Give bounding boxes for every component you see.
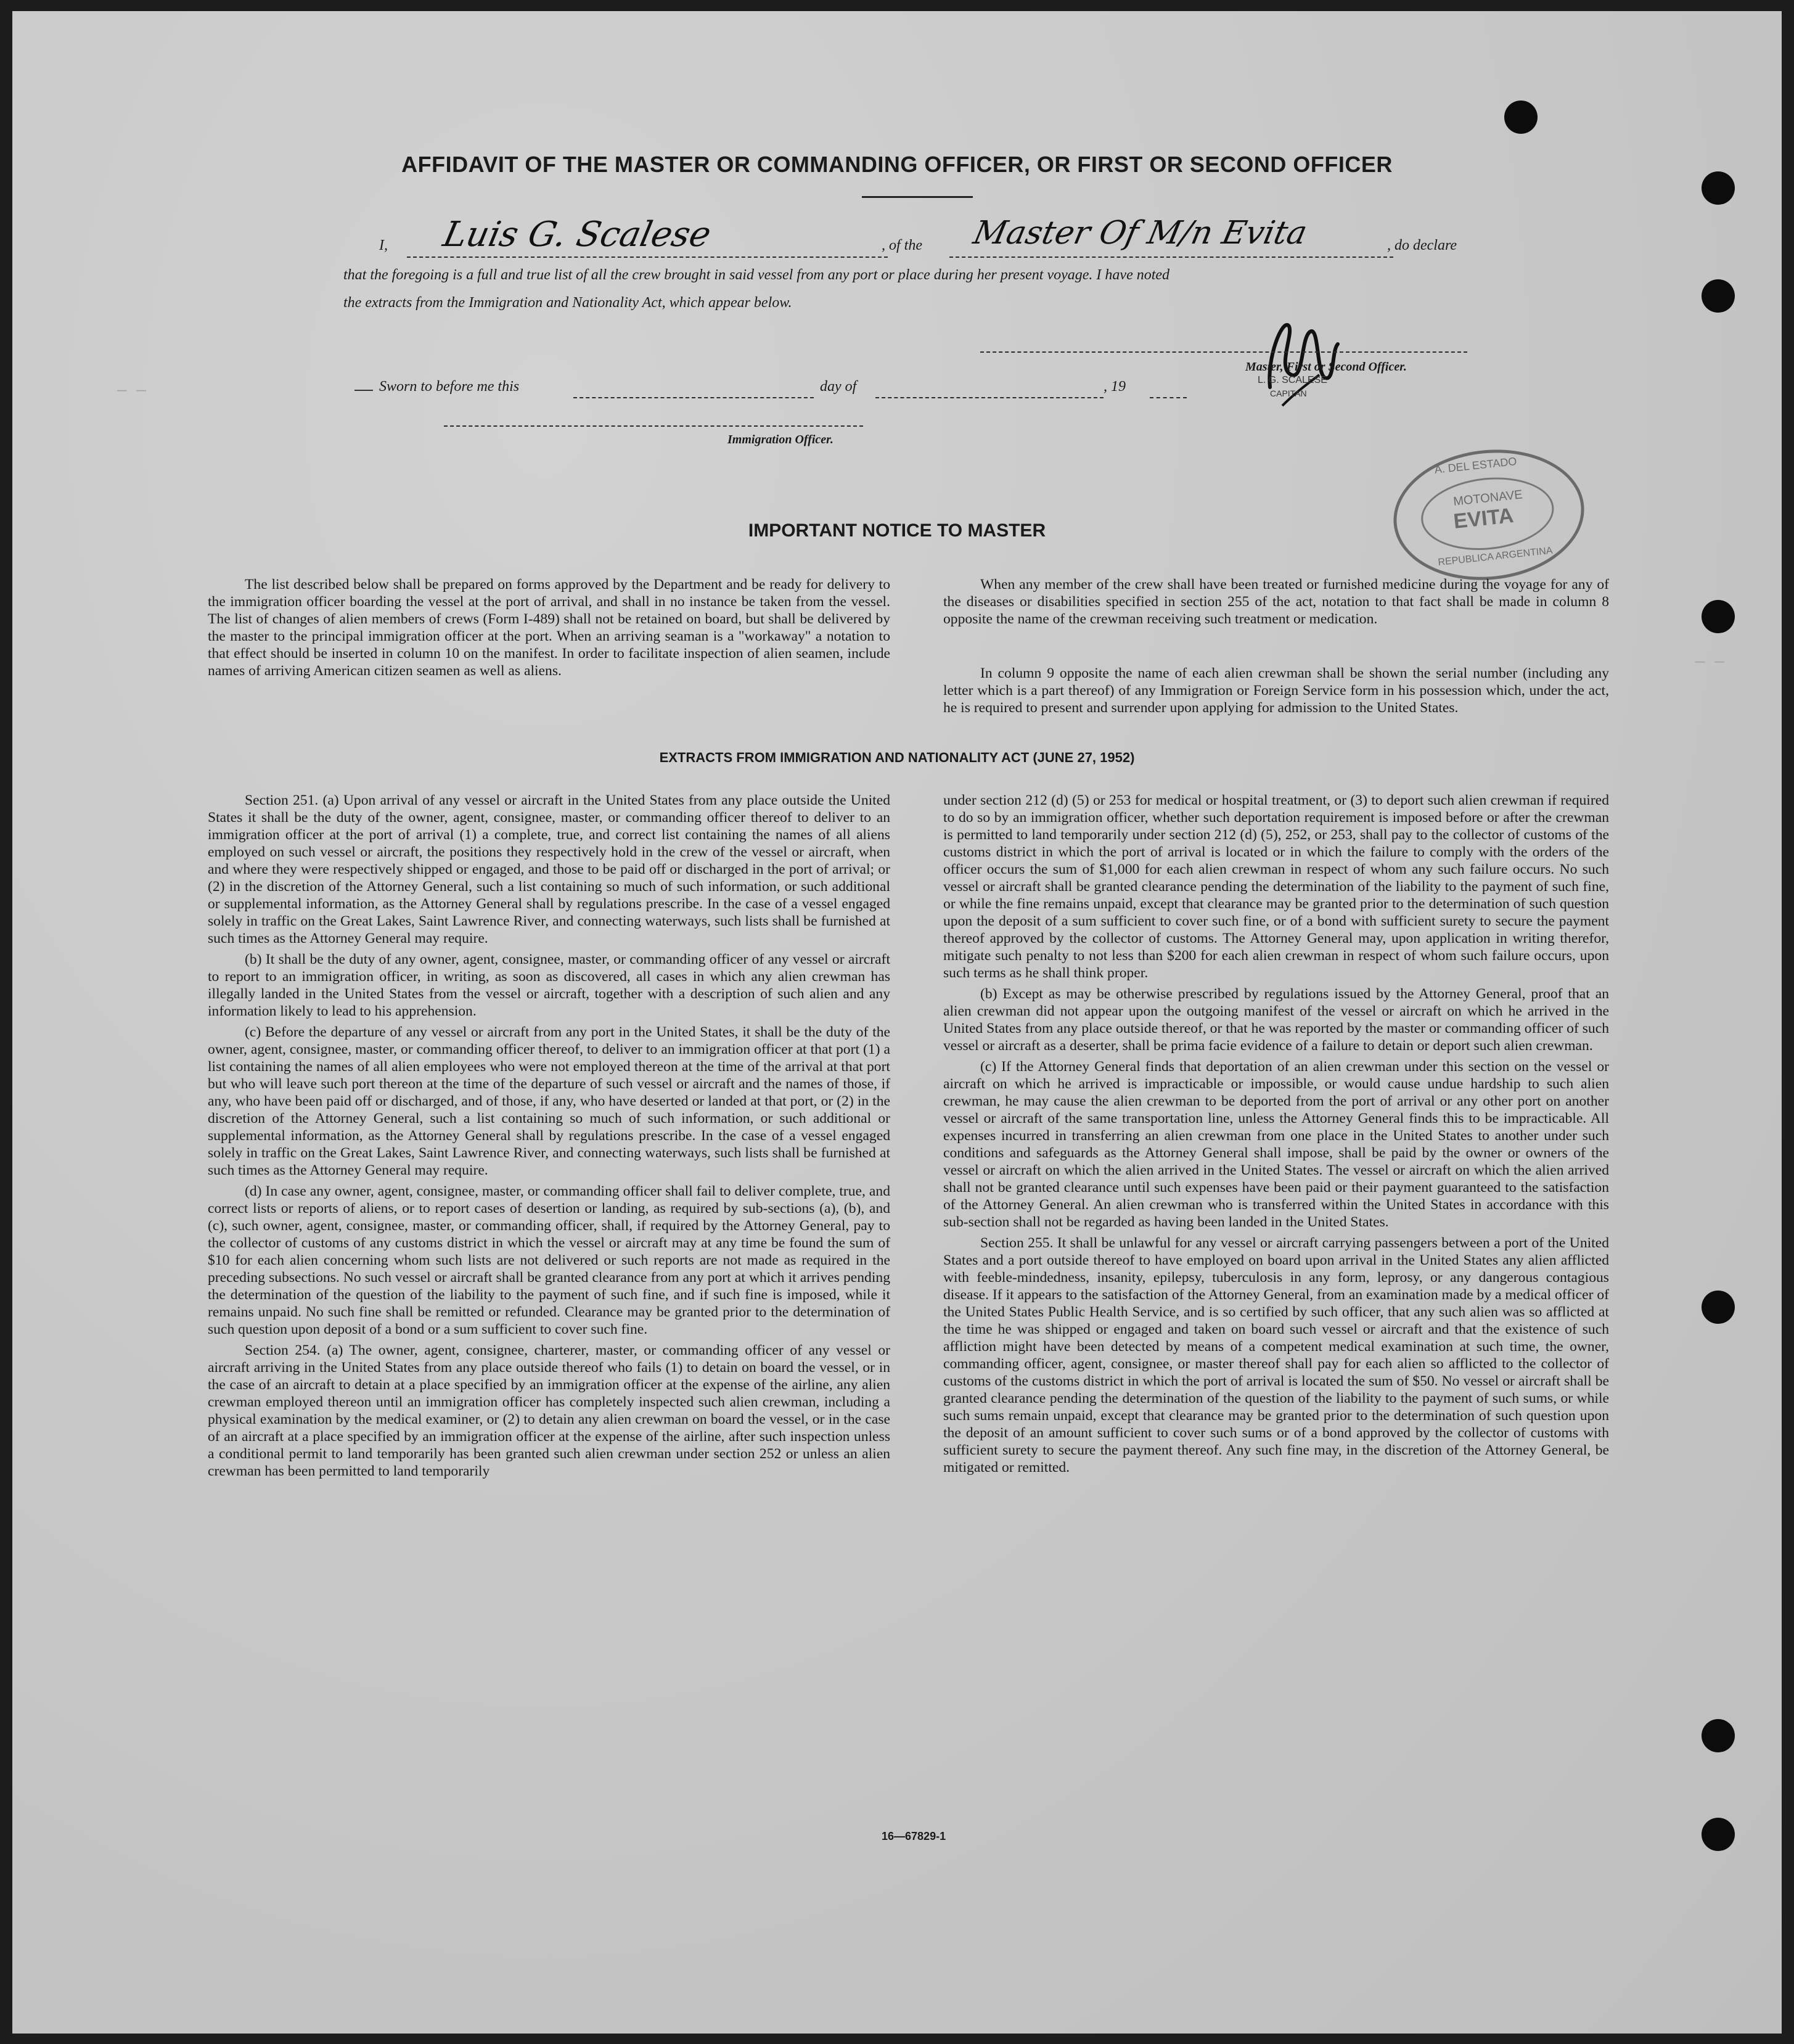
stamp-outer-top: A. DEL ESTADO (1433, 454, 1518, 476)
notice-heading: IMPORTANT NOTICE TO MASTER (748, 520, 1046, 541)
section-254-a: Section 254. (a) The owner, agent, consignee, charterer, master, or commanding officer of any vessel or aircraft arriving in the United States from any place outside thereof who fails (1) to detain on board the vessel, or in the case of an aircraft to detain at a place specified by an immigration officer at the expense of the airline, any alien crewman employed thereon until an immigration officer has completely inspected such alien crewman, including a physical examination by the medical examiner, or (2) to detain any alien crewman on board the vessel, or in the case of an aircraft at a place specified by an immigration officer at the expense of the airline, after such inspection unless a conditional permit to land temporarily has been granted such alien crewman under section 252 or unless an alien crewman has been permitted to land temporarily (208, 1342, 890, 1479)
document-page (12, 11, 1782, 2034)
punch-hole (1702, 1818, 1735, 1851)
year-label: , 19 (1104, 379, 1126, 395)
handwritten-name: Luis G. Scalese (440, 215, 715, 255)
title-rule (862, 196, 973, 198)
vessel-stamp (1387, 440, 1591, 589)
notice-left-paragraph: The list described below shall be prepared on forms approved by the Department and be ready for delivery to the immigration officer boarding the vessel at the port of arrival, and shall in no instance be taken from the vessel. The list of changes of alien members of crews (Form I-489) shall not be retained on board, but shall be delivered by the master to the principal immigration officer at the port. When an arriving seaman is a "workaway" a notation to that effect should be inserted in column 10 on the manifest. In order to facilitate inspection of alien seamen, include names of arriving American citizen seamen as well as aliens. (208, 577, 890, 679)
punch-hole (1504, 101, 1538, 134)
stamp-line-1: MOTONAVE (1452, 488, 1523, 509)
section-251-b: (b) It shall be the duty of any owner, agent, consignee, master, or commanding officer of any vessel or aircraft to report to an immigration officer, in writing, as soon as discovered, all cases in which any alien crewman has illegally landed in the United States from the vessel or aircraft, together with a description of such alien and any information likely to lead to his apprehension. (208, 951, 890, 1019)
officer-caption: Master, First or Second Officer. (1245, 360, 1407, 374)
section-251-a: Section 251. (a) Upon arrival of any vessel or aircraft in the United States from any place outside the United States it shall be the duty of the owner, agent, consignee, master, or commanding officer thereof to deliver to an immigration officer at the port of arrival (1) a complete, true, and correct list containing the names of all aliens employed on such vessel or aircraft, the positions they respectively hold in the crew of the vessel or aircraft, when and where they were respectively shipped or engaged, and those to be paid off or discharged in the port of arrival; or (2) in the discretion of the Attorney General, such a list containing so much of such information, or such additional or supplemental information, as the Attorney General shall by regulations prescribe. In the case of a vessel engaged solely in traffic on the Great Lakes, Saint Lawrence River, and connecting waterways, such lists shall be furnished at such times as the Attorney General may require. (208, 792, 890, 946)
day-of-label: day of (820, 379, 857, 395)
notice-right-paragraph-2: In column 9 opposite the name of each alien crewman shall be shown the serial number (including any letter which is a part thereof) of any Immigration or Foreign Service form in his possession which, under the act, he is required to present and surrender upon applying for admission to the United States. (943, 665, 1609, 716)
decl-of-the-label: , of the (882, 237, 922, 253)
section-251-d: (d) In case any owner, agent, consignee, master, or commanding officer shall fail to deliver complete, true, and correct lists or reports of aliens, or to report cases of desertion or landing, as required by sub-sections (a), (b), and (c), such owner, agent, consignee, master, or commanding officer, shall, if required by the Attorney General, pay to the collector of customs of any customs district in which the vessel or aircraft may at any time be found the sum of $10 for each alien concerning whom such lists are not delivered or such reports are not made as required in the preceding subsections. No such vessel or aircraft shall be granted clearance from any port at which it arrives pending the determination of the question of the liability to the payment of such fine, and if such fine is imposed, while it remains unpaid. No such fine shall be remitted or refunded. Clearance may be granted prior to the determination of such question upon deposit of a bond or a sum sufficient to cover such fine. (208, 1183, 890, 1337)
extracts-right-column (943, 792, 1609, 1476)
punch-hole (1702, 1291, 1735, 1324)
section-255: Section 255. It shall be unlawful for any vessel or aircraft carrying passengers between a port of the United States and a port outside thereof to have employed on board upon arrival in the United States any alien afflicted with feeble-mindedness, insanity, epilepsy, tuberculosis in any form, leprosy, or any dangerous contagious disease. If it appears to the satisfaction of the Attorney General, from an examination made by a medical officer of the United States Public Health Service, and is so certified by such officer, that any such alien was so afflicted at the time he was shipped or engaged and taken on board such vessel or aircraft and that the existence of such affliction might have been detected by means of a competent medical examination at such time, the owner, commanding officer, agent, consignee, or master thereof shall pay for each alien so afflicted to the collector of customs of the customs district in which the port of arrival is located the sum of $50. No vessel or aircraft shall be granted clearance pending the determination of the question of the liability to the payment of such sums, or while such sums remain unpaid, except that clearance may be granted prior to the determination of such question upon the deposit of an amount sufficient to cover such sums or of a bond approved by the collector of customs with sufficient surety to secure the payment thereof. Any such fine may, in the discretion of the Attorney General, be mitigated or remitted. (943, 1235, 1609, 1476)
signature-stamp-name: L. G. SCALESE (1258, 375, 1327, 385)
extracts-left-column (208, 792, 890, 1480)
sworn-day-line (573, 397, 814, 398)
position-field-line (949, 257, 1393, 258)
section-254-b: (b) Except as may be otherwise prescribed by regulations issued by the Attorney General, proof that an alien crewman did not appear upon the outgoing manifest of the vessel or aircraft on which he arrived in the United States from any place outside thereof, or that he was reported by the master or commanding officer of such vessel or aircraft as a deserter, shall be prima facie evidence of a failure to detain or deport such alien crewman. (943, 986, 1609, 1054)
bleed-through-marks: — — (1695, 652, 1724, 671)
sworn-dash (354, 390, 373, 391)
section-251-c: (c) Before the departure of any vessel or aircraft from any port in the United States, it shall be the duty of the owner, agent, consignee, master, or commanding officer thereof, to deliver to an immigration officer at that port (1) a list containing the names of all alien employees who were not employed thereon at the time of the arrival at that port but who will leave such port thereon at the time of the departure of such vessel or aircraft and the names of those, if any, who have been paid off or discharged, and of those, if any, who have deserted or landed at that port, or (2) in the discretion of the Attorney General, such a list containing so much of such information, or such additional or supplemental information, as the Attorney General shall by regulations prescribe. In the case of a vessel engaged solely in traffic on the Great Lakes, Saint Lawrence River, and connecting waterways, such lists shall be furnished at such times as the Attorney General may require. (208, 1024, 890, 1178)
handwritten-position: Master Of M/n Evita (970, 215, 1311, 252)
name-field-line (407, 257, 888, 258)
punch-hole (1702, 279, 1735, 313)
bleed-through-marks: — — (117, 381, 146, 400)
immigration-officer-caption: Immigration Officer. (727, 433, 834, 446)
sworn-year-line (1150, 397, 1187, 398)
section-254-a-continued: under section 212 (d) (5) or 253 for medical or hospital treatment, or (3) to deport such alien crewman if required to do so by an immigration officer, whether such deportation requirement is imposed before or after the crewman is permitted to land temporarily under section 212 (d) (5), 252, or 253, shall pay to the collector of customs of the customs district in which the port of arrival is located or in which the failure to comply with the orders of the officer occurs the sum of $1,000 for each alien crewman in respect of whom any such failure occurs. No such vessel or aircraft shall be granted clearance pending the determination of the liability to the payment of such fine, or while the fine remains unpaid, except that clearance may be granted prior to the determination of such question upon the deposit of a sum sufficient to cover such fine, or of a bond with sufficient surety to secure the payment thereof approved by the collector of customs. The Attorney General may, upon application in writing therefor, mitigate such penalty to not less than $200 for each alien crewman in respect of whom such failure occurs, upon such terms as he shall think proper. (943, 792, 1609, 981)
officer-signature-line (980, 351, 1467, 353)
notice-right-paragraph-1: When any member of the crew shall have been treated or furnished medicine during the voyage for any of the diseases or disabilities specified in section 255 of the act, notation to that fact shall be made in column 8 opposite the name of the crewman receiving such treatment or medication. (943, 577, 1609, 627)
immigration-officer-line (444, 425, 863, 427)
extracts-heading: EXTRACTS FROM IMMIGRATION AND NATIONALITY ACT (JUNE 27, 1952) (659, 750, 1135, 765)
decl-line-2: that the foregoing is a full and true list of all the crew brought in said vessel from any port or place during her present voyage. I have noted (343, 267, 1170, 283)
punch-hole (1702, 1719, 1735, 1752)
decl-line-3: the extracts from the Immigration and Nationality Act, which appear below. (343, 295, 792, 311)
sworn-month-line (875, 397, 1104, 398)
stamp-line-2: EVITA (1452, 503, 1515, 533)
form-number: 16—67829-1 (882, 1830, 946, 1842)
decl-i-label: I, (379, 237, 388, 253)
section-254-c: (c) If the Attorney General finds that deportation of an alien crewman under this section on the vessel or aircraft on which he arrived is impracticable or impossible, or would cause undue hardship to such alien crewman, he may cause the alien crewman to be deported from the port of arrival or any other port on another vessel or aircraft of the same transportation line, unless the Attorney General finds this to be impracticable. All expenses incurred in transferring an alien crewman from one place in the United States to another under such conditions and safeguards as the Attorney General shall impose, shall be paid by the owner or owners of the vessel or aircraft on which the alien arrived in the United States. The vessel or aircraft on which the alien arrived shall not be granted clearance until such expenses have been paid or their payment guaranteed to the satisfaction of the Attorney General. An alien crewman who is transferred within the United States in accordance with this sub-section shall not be regarded as having been landed in the United States. (943, 1059, 1609, 1230)
signature-stamp-title: CAPITAN (1270, 388, 1307, 398)
decl-do-declare-label: , do declare (1387, 237, 1457, 253)
affidavit-title: AFFIDAVIT OF THE MASTER OR COMMANDING OFFICER, OR FIRST OR SECOND OFFICER (401, 152, 1393, 177)
punch-hole (1702, 600, 1735, 633)
stamp-outer-bottom: REPUBLICA ARGENTINA (1437, 545, 1554, 568)
sworn-label: Sworn to before me this (379, 379, 520, 395)
